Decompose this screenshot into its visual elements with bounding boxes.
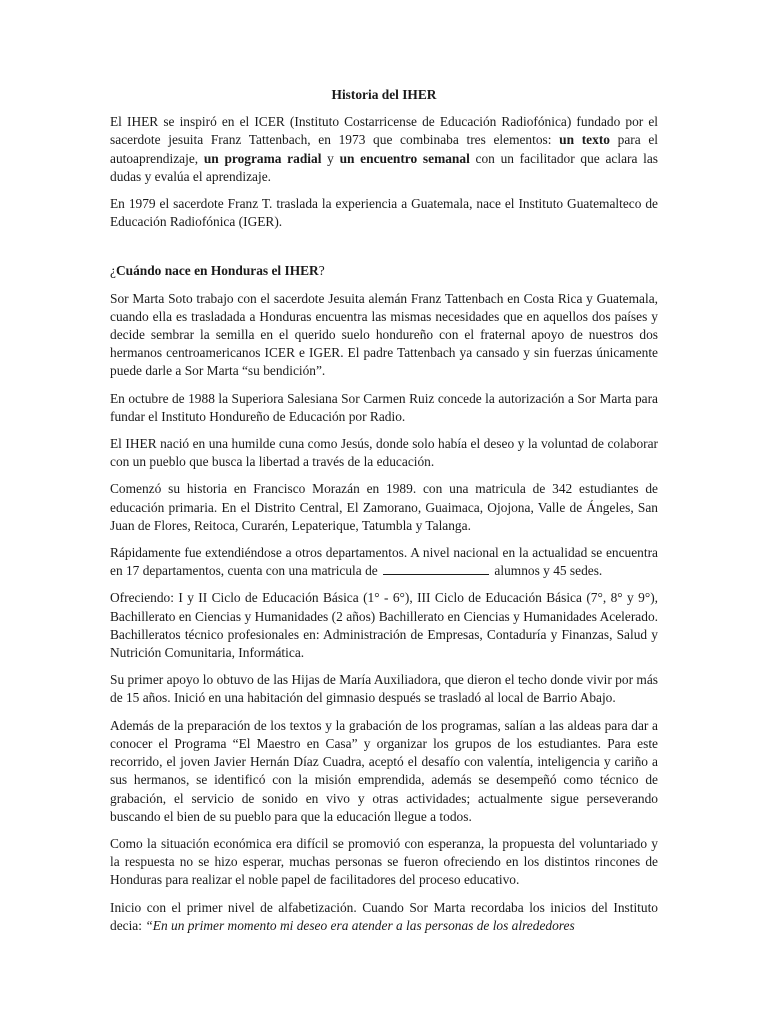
p1-text-a: El IHER se inspiró en el ICER (Instituto Costarricense de Educación Radiofónica) fundado por el sacerdote jesuita Franz Tattenbach, en 1973 que combinaba tres elementos:: [110, 114, 658, 148]
p1-emphasis-text: un texto: [559, 132, 610, 148]
section-spacer: [110, 240, 658, 262]
p7-text-a: Rápidamente fue extendiéndose a otros departamentos. A nivel nacional en la actualidad se encuentra en 17 departamentos, cuenta con una matricula de: [110, 545, 658, 579]
paragraph-literacy-start: [110, 899, 658, 935]
heading-bold: Cuándo nace en Honduras el IHER: [115, 263, 319, 279]
p1-emphasis-meeting: un encuentro semanal: [339, 150, 470, 166]
p12-quote: “En un primer momento mi deseo era atender a las personas de los alrededores: [145, 917, 575, 933]
p12-text-a: Inicio con el primer nivel de alfabetización. Cuando Sor Marta recordaba los inicios del Instituto decia:: [110, 899, 658, 933]
document-title: Historia del IHER: [331, 87, 437, 102]
p1-text-g: con un facilitador que aclara las dudas y evalúa el aprendizaje.: [110, 150, 659, 184]
paragraph-volunteers: Como la situación económica era difícil se promovió con esperanza, la propuesta del voluntariado y la respuesta no se hizo esperar, muchas personas se fueron ofreciendo en los distintos rincones de Honduras para realizar el noble papel de facilitadores del proceso educativo.: [110, 835, 658, 888]
heading-open: ¿: [110, 263, 116, 279]
paragraph-iger-guatemala: En 1979 el sacerdote Franz T. traslada la experiencia a Guatemala, nace el Instituto Guatemalteco de Educación Radiofónica (IGER).: [110, 196, 658, 230]
paragraph-authorization-1988: En octubre de 1988 la Superiora Salesiana Sor Carmen Ruiz concede la autorización a Sor Marta para fundar el Instituto Hondureño de Educación por Radio.: [110, 390, 658, 424]
document-page: [110, 86, 658, 935]
paragraph-humble-cradle: El IHER nació en una humilde cuna como Jesús, donde solo había el deseo y la voluntad de colaborar con un pueblo que busca la libertad a través de la educación.: [110, 436, 658, 470]
p7-text-b: alumnos y 45 sedes.: [494, 563, 603, 579]
heading-close: ?: [318, 263, 325, 279]
p1-text-c: para el autoaprendizaje,: [110, 132, 659, 166]
paragraph-first-support: Su primer apoyo lo obtuvo de las Hijas de María Auxiliadora, que dieron el techo donde vivir por más de 15 años. Inició en una habitación del gimnasio después se trasladó al local de Barrio Abajo.: [110, 672, 658, 706]
paragraph-expansion: [110, 544, 658, 580]
paragraph-sor-marta: Sor Marta Soto trabajo con el sacerdote Jesuita alemán Franz Tattenbach en Costa Rica y Guatemala, cuando ella es trasladada a Honduras encuentra las mismas necesidades que en aquellos dos países y decide sembrar la semilla en el querido suelo hondureño con el fraternal apoyo de nuestros dos hermanos centroamericanos ICER e IGER. El padre Tattenbach ya cansado y sin fuerzas únicamente puede darle a Sor Marta “su bendición”.: [110, 290, 658, 379]
enrollment-blank-line: [383, 562, 489, 575]
paragraph-village-outreach: Además de la preparación de los textos y la grabación de los programas, salían a las aldeas para dar a conocer el Programa “El Maestro en Casa” y organizar los grupos de los estudiantes. Para este recorrido, el joven Javier Hernán Díaz Cuadra, aceptó el desafío con valentía, inteligencia y cariño a sus hermanos, se identificó con la misión emprendida, además se desempeñó como técnico de grabación, el servicio de sonido en vivo y otras actividades; actualmente sigue perseverando buscando el bien de su pueblo para que la educación llegue a todos.: [110, 717, 658, 824]
paragraph-icer-origin: [110, 113, 658, 186]
section-heading-honduras: [110, 262, 658, 280]
p1-text-e: y: [321, 150, 340, 166]
p1-emphasis-radio: un programa radial: [203, 150, 322, 166]
paragraph-programs-offered: Ofreciendo: I y II Ciclo de Educación Básica (1° - 6°), III Ciclo de Educación Básica (7°, 8° y 9°), Bachillerato en Ciencias y Humanidades (2 años) Bachillerato en Ciencias y Humanidades Acelerado. Bachilleratos técnico profesionales en: Administración de Empresas, Contaduría y Finanzas, Salud y Nutrición Comunitaria, Informática.: [110, 590, 658, 661]
paragraph-francisco-morazan: Comenzó su historia en Francisco Morazán en 1989. con una matricula de 342 estudiantes de educación primaria. En el Distrito Central, El Zamorano, Guaimaca, Ojojona, Valle de Ángeles, San Juan de Flores, Reitoca, Curarén, Lepaterique, Tatumbla y Talanga.: [110, 481, 658, 533]
